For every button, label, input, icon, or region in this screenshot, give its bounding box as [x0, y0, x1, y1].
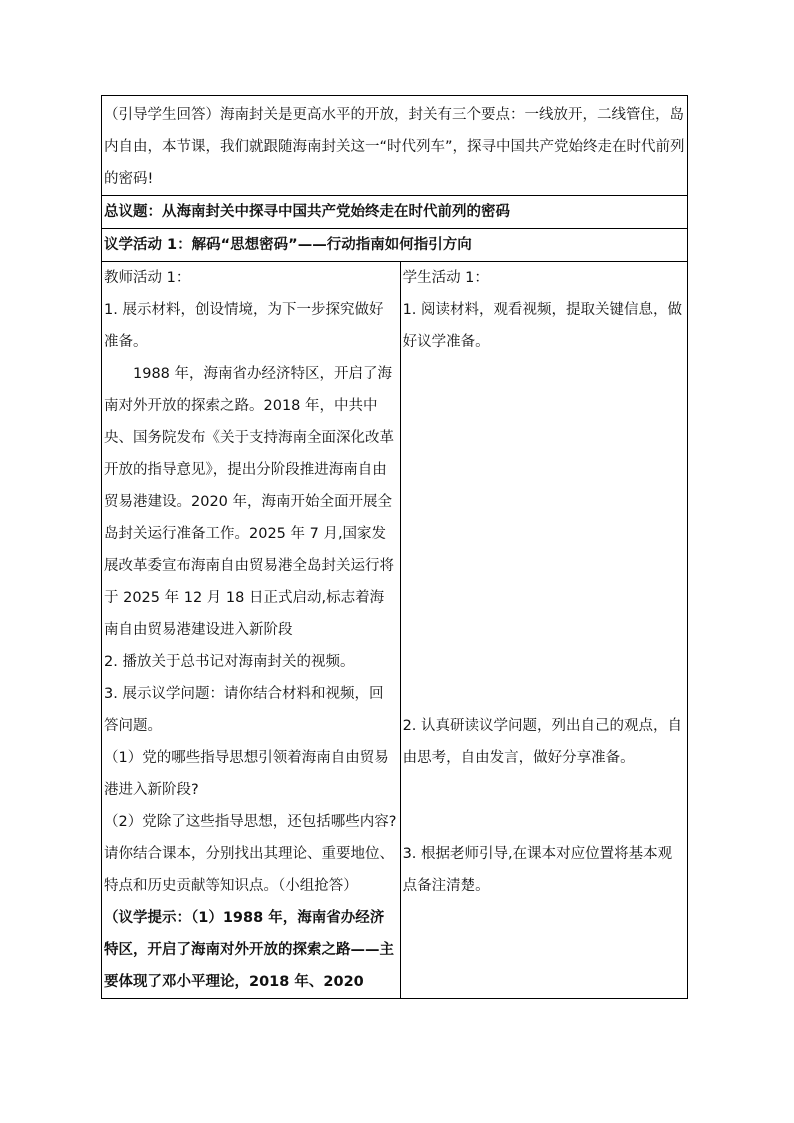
main-topic-row [102, 196, 688, 229]
main-topic: 总议题：从海南封关中探寻中国共产党始终走在时代前列的密码 [102, 196, 688, 229]
teacher-step-2: 2. 播放关于总书记对海南封关的视频。 [104, 654, 355, 670]
teacher-step-1: 1. 展示材料，创设情境，为下一步探究做好准备。 [104, 302, 384, 350]
student-heading: 学生活动 1： [402, 270, 489, 286]
intro-row [102, 96, 688, 196]
activity-title: 议学活动 1：解码“思想密码”——行动指南如何指引方向 [102, 229, 688, 262]
intro-text: （引导学生回答）海南封关是更高水平的开放，封关有三个要点：一线放开，二线管住，岛内自由，本节课，我们就跟随海南封关这一“时代列车”，探寻中国共产党始终走在时代前列的密码! [102, 96, 688, 196]
student-step-2: 2. 认真研读议学问题，列出自己的观点，自由思考，自由发言，做好分享准备。 [402, 718, 683, 766]
activity-row [102, 262, 688, 999]
question-1: （1）党的哪些指导思想引领着海南自由贸易港进入新阶段? [104, 750, 389, 798]
student-spacer-1 [403, 358, 685, 710]
student-step-1: 1. 阅读材料，观看视频，提取关键信息，做好议学准备。 [402, 302, 683, 350]
teacher-step-3: 3. 展示议学问题：请你结合材料和视频，回答问题。 [104, 686, 384, 734]
student-spacer-2 [403, 774, 685, 838]
student-step-3: 3. 根据老师引导,在课本对应位置将基本观点备注清楚。 [402, 846, 673, 894]
lesson-plan-table [101, 95, 688, 999]
teacher-material: 1988 年，海南省办经济特区，开启了海南对外开放的探索之路。2018 年，中共中央、国务院发布《关于支持海南全面深化改革开放的指导意见》，提出分阶段推进海南自由贸易港建设。2020 年，海南开始全面开展全岛封关运行准备工作。2025 年 7 月,国家发展改革委宣布海南自由贸易港全岛封关运行将于 2025 年 12 月 18 日正式启动,标志着海南自由贸易港建设进入新阶段 [104, 366, 394, 638]
teacher-activity-cell [102, 262, 401, 999]
teacher-heading: 教师活动 1： [104, 270, 191, 286]
discussion-hint: （议学提示：（1）1988 年，海南省办经济特区，开启了海南对外开放的探索之路——主要体现了邓小平理论，2018 年、2020 [104, 910, 394, 990]
student-activity-cell [400, 262, 687, 999]
question-2: （2）党除了这些指导思想，还包括哪些内容?请你结合课本，分别找出其理论、重要地位、特点和历史贡献等知识点。（小组抢答） [104, 814, 397, 894]
activity-title-row [102, 229, 688, 262]
